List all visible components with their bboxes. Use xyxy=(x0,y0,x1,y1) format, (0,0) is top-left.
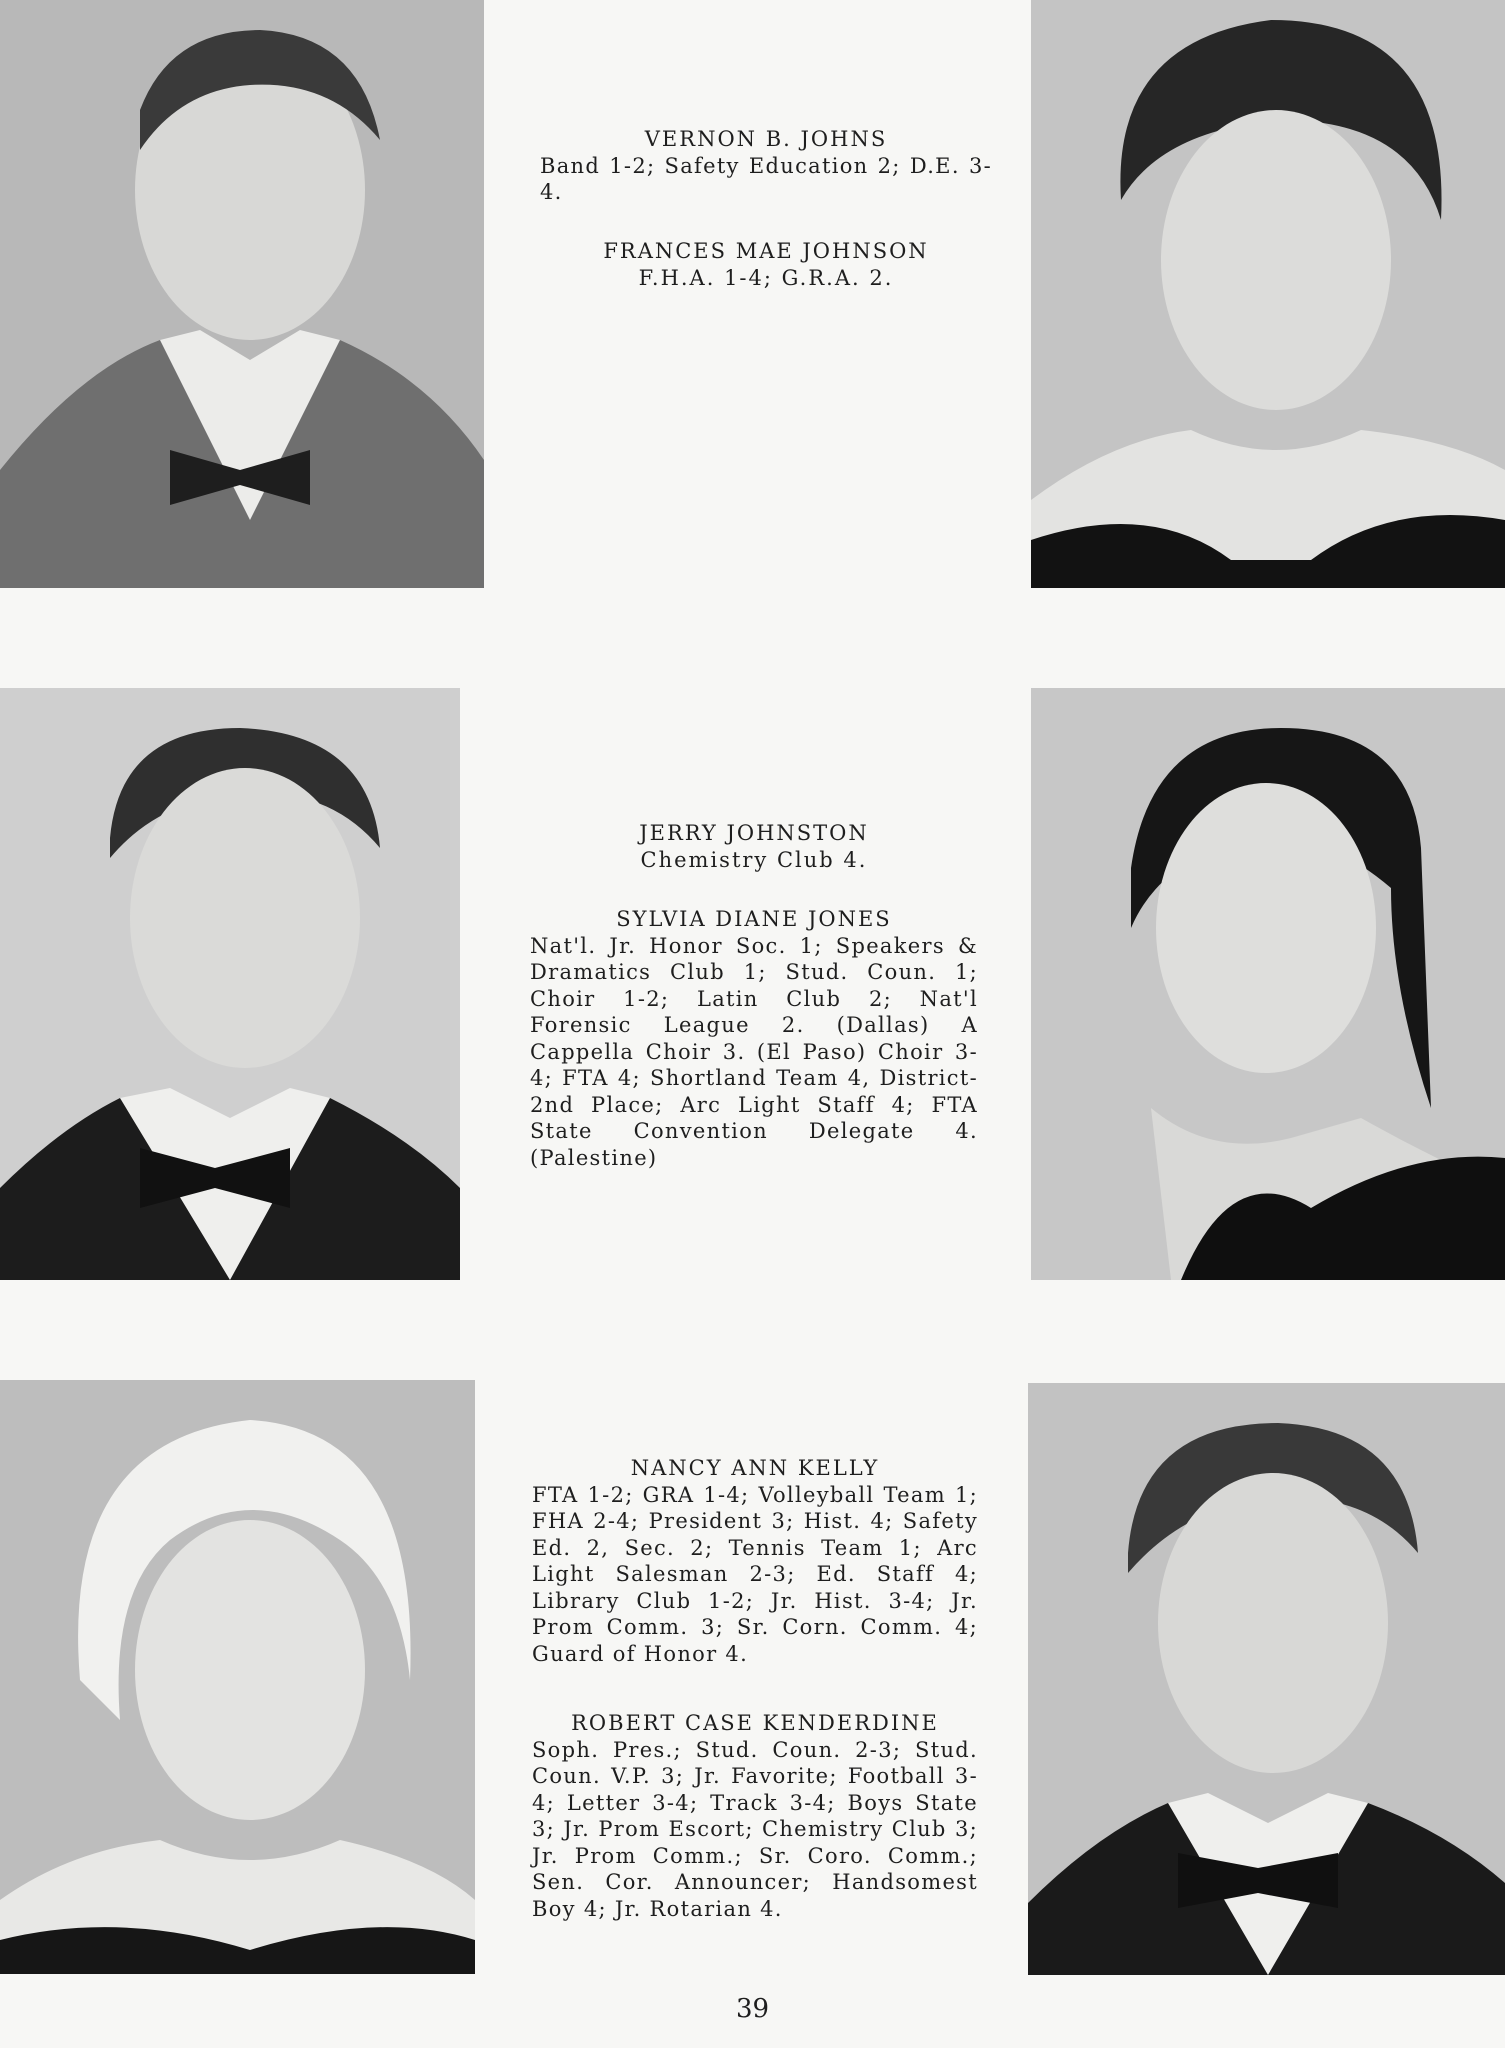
student-activities: Soph. Pres.; Stud. Coun. 2-3; Stud. Coun. V.P. 3; Jr. Favorite; Football 3-4; Letter 3-4; Track 3-4; Boys State 3; Jr. Prom Escort; Chemistry Club 3; Jr. Prom Comm.; Sr. Coro. Comm.; Sen. Cor. Announcer; Handsomest Boy 4; Jr. Rotarian 4. xyxy=(532,1737,978,1921)
student-bio xyxy=(530,820,978,873)
student-bio xyxy=(532,1455,978,1667)
student-name: JERRY JOHNSTON xyxy=(639,821,869,845)
student-name: FRANCES MAE JOHNSON xyxy=(603,239,929,263)
student-bio xyxy=(540,126,992,206)
portrait-nancy-kelly xyxy=(0,1380,475,1974)
student-activities: Chemistry Club 4. xyxy=(640,847,868,872)
student-name: ROBERT CASE KENDERDINE xyxy=(571,1711,939,1735)
student-name: VERNON B. JOHNS xyxy=(644,127,888,151)
student-name: NANCY ANN KELLY xyxy=(630,1456,880,1480)
student-activities: Nat'l. Jr. Honor Soc. 1; Speakers & Dramatics Club 1; Stud. Coun. 1; Choir 1-2; Latin Club 2; Nat'l Forensic League 2. (Dallas) A Cappella Choir 3. (El Paso) Choir 3-4; FTA 4; Shortland Team 4, District-2nd Place; Arc Light Staff 4; FTA State Convention Delegate 4. (Palestine) xyxy=(530,933,978,1170)
portrait-sylvia-jones xyxy=(1031,688,1505,1280)
student-activities: Band 1-2; Safety Education 2; D.E. 3-4. xyxy=(540,153,992,204)
portrait-vernon-johns xyxy=(0,0,484,588)
portrait-frances-johnson xyxy=(1031,0,1505,588)
portrait-robert-kenderdine xyxy=(1028,1383,1505,1975)
student-bio xyxy=(530,906,978,1171)
student-activities: F.H.A. 1-4; G.R.A. 2. xyxy=(638,265,894,290)
student-name: SYLVIA DIANE JONES xyxy=(616,907,892,931)
student-bio xyxy=(532,1710,978,1922)
portrait-jerry-johnston xyxy=(0,688,460,1280)
student-activities: FTA 1-2; GRA 1-4; Volleyball Team 1; FHA 2-4; President 3; Hist. 4; Safety Ed. 2, Sec. 2; Tennis Team 1; Arc Light Salesman 2-3; Ed. Staff 4; Library Club 1-2; Jr. Hist. 3-4; Jr. Prom Comm. 3; Sr. Corn. Comm. 4; Guard of Honor 4. xyxy=(532,1482,978,1666)
student-bio xyxy=(540,238,992,291)
page-number: 39 xyxy=(735,1994,770,2024)
